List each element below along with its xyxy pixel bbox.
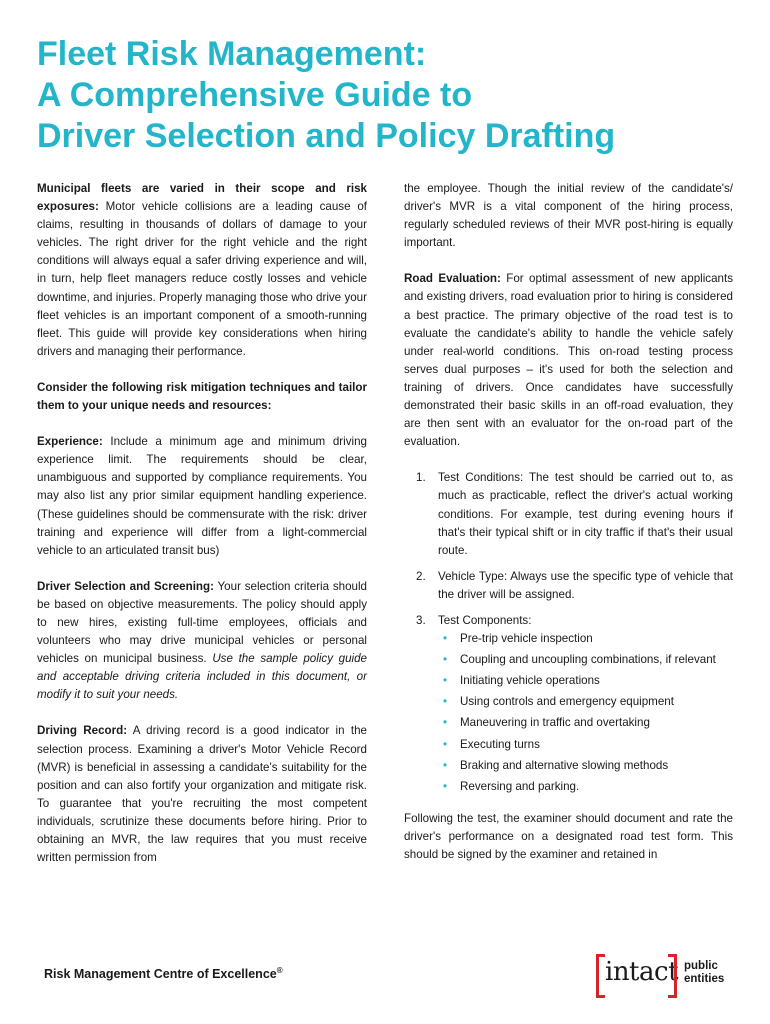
experience-body: Include a minimum age and minimum driving experience limit. The requirements should be clear, unambiguous and supported by compliance requirements. You may also list any prior similar equipment handling experience. (These guidelines should be commensurate with the risk: driver training and experience will differ from a light-commercial vehicle to an articulated transit bus) [37,435,367,557]
bullet-icon: • [443,779,448,793]
list-number: 3. [416,613,426,627]
list-text: Test Conditions: The test should be carried out to, as much as practicable, reflect the driver's actual working conditions. For example, test during evening hours if that's their typical shift or in city traffic if that's their usual route. [438,471,733,557]
list-item: • Executing turns [438,736,733,754]
consider-heading: Consider the following risk mitigation techniques and tailor them to your unique needs and resources: [37,380,367,413]
bullet-icon: • [443,653,448,667]
record-body: A driving record is a good indicator in the selection process. Examining a driver's Motor Vehicle Record (MVR) is beneficial in assessing a candidate's suitability for the position and can also fortify your organization and mitigate risk. To guarantee that you're recruiting the most competent individuals, scrutinize these documents before hiring. Prior to obtaining an MVR, the law requires that you must receive written permission from [37,724,367,865]
list-item: • Using controls and emergency equipment [438,693,733,711]
list-text: Test Components: [438,613,532,627]
road-lead: Road Evaluation: [404,272,501,286]
list-item: • Initiating vehicle operations [438,672,733,690]
bullet-icon: • [443,716,448,730]
list-item: • Pre-trip vehicle inspection [438,630,733,648]
bullet-icon: • [443,632,448,646]
bullet-icon: • [443,758,448,772]
list-number: 2. [416,569,426,583]
intact-logo [596,954,736,994]
road-paragraph [404,270,733,451]
list-item: • Maneuvering in traffic and overtaking [438,714,733,732]
footer-title: Risk Management Centre of Excellence® [44,966,283,982]
logo-word: intact [605,957,679,987]
logo-subtitle: public entities [684,960,725,985]
components-list [438,630,733,796]
title-line-3: Driver Selection and Policy Drafting [37,117,616,155]
list-item: • Braking and alternative slowing methods [438,757,733,775]
test-list [404,469,733,796]
list-item [404,612,733,796]
list-item [404,469,733,559]
bullet-icon: • [443,737,448,751]
intro-lead: Municipal fleets are varied in their scope and risk exposures: [37,182,367,214]
experience-lead: Experience: [37,435,103,449]
list-item: • Coupling and uncoupling combinations, if relevant [438,651,733,669]
list-number: 1. [416,471,426,485]
experience-paragraph [37,433,367,560]
road-body: For optimal assessment of new applicants and existing drivers, road evaluation prior to hiring is considered a best practice. The primary objective of the road test is to evaluate the candidate's ability to handle the vehicle safely under real-world conditions. This on-road testing process serves dual purposes – it's used for both the selection and training of drivers. Once candidates have successfully demonstrated their basic skills in an off-road evaluation, they are then sent with an evaluator for the on-road part of the evaluation. [404,272,733,449]
list-item: • Reversing and parking. [438,778,733,796]
right-column [404,180,733,882]
logo-bracket-left [596,954,605,998]
continuation-paragraph: the employee. Though the initial review of the candidate's/ driver's MVR is a vital component of the hiring process, regularly scheduled reviews of their MVR post-hiring is equally important. [404,182,733,250]
page-title [37,34,737,157]
selection-italic: Use the sample policy guide and acceptable driving criteria included in this document, or modify it to suit your needs. [37,652,367,702]
title-line-2: A Comprehensive Guide to [37,76,473,114]
selection-paragraph [37,578,367,705]
intro-paragraph [37,180,367,361]
following-paragraph: Following the test, the examiner should document and rate the driver's performance on a designated road test form. This should be signed by the examiner and retained in [404,811,733,861]
title-line-1: Fleet Risk Management: [37,35,427,73]
record-lead: Driving Record: [37,724,128,738]
bullet-icon: • [443,695,448,709]
selection-lead: Driver Selection and Screening: [37,579,214,593]
left-column [37,180,367,885]
list-item [404,568,733,604]
registered-mark: ® [276,966,283,975]
bullet-icon: • [443,674,448,688]
intro-body: Motor vehicle collisions are a leading cause of claims, resulting in thousands of dollars of damage to your vehicles. The right driver for the right vehicle and the right conditions will always equal a safer driving experience and will, in turn, help fleet managers reduce costly losses and vehicle downtime, and injuries. Properly managing those who drive your fleet vehicles is an important component of a smooth-running fleet. This guide will provide key considerations when hiring drivers and managing their performance. [37,200,367,358]
record-paragraph [37,722,367,867]
selection-body: Your selection criteria should be based on objective measurements. The policy should apply to new hires, existing full-time employees, officials and volunteers who may drive municipal vehicles or personal vehicles on municipal business. [37,579,367,666]
list-text: Vehicle Type: Always use the specific type of vehicle that the driver will be assigned. [438,569,733,601]
logo-bracket-right [668,954,677,998]
